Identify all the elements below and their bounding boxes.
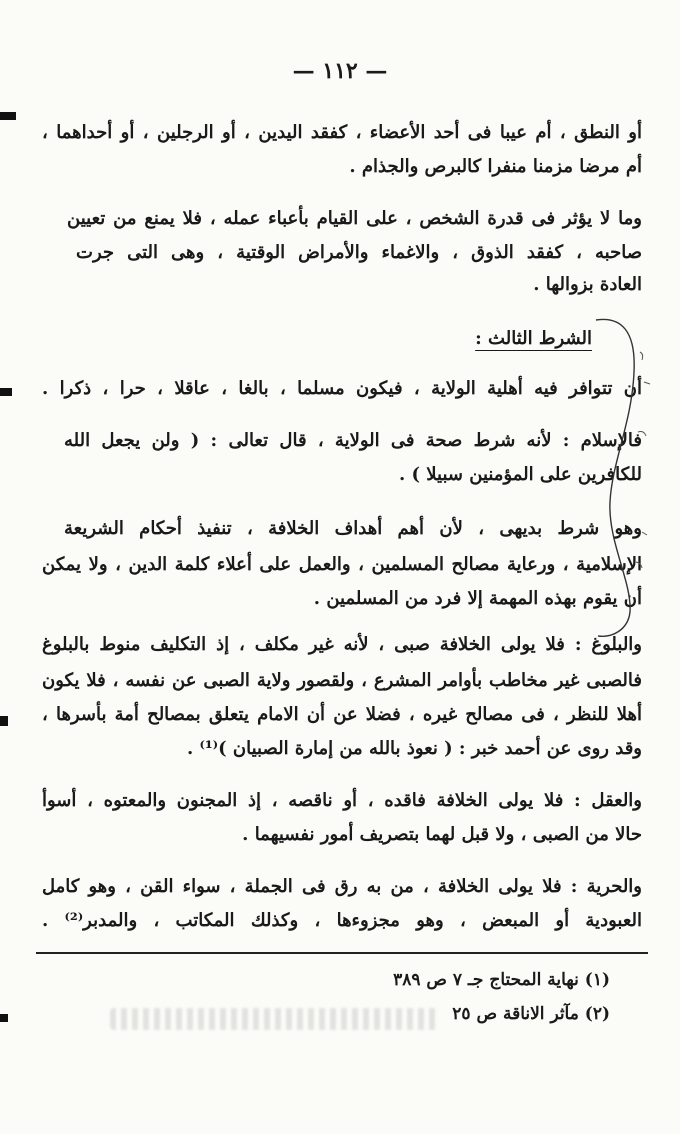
footnote: (٢) مآثر الاناقة ص ٢٥ bbox=[452, 1004, 610, 1024]
text-line: أو النطق ، أم عيبا فى أحد الأعضاء ، كفقد اليدين ، أو الرجلين ، أو أحداهما ، bbox=[42, 122, 642, 143]
text-line: والحرية : فلا يولى الخلافة ، من به رق فى الجملة ، سواء القن ، وهو كامل bbox=[42, 876, 642, 897]
text-line: أن يقوم بهذه المهمة إلا فرد من المسلمين . bbox=[313, 588, 642, 609]
text-line: والعقل : فلا يولى الخلافة فاقده ، أو ناقصه ، إذ المجنون والمعتوه ، أسوأ bbox=[42, 790, 642, 811]
text-line: العادة بزوالها . bbox=[533, 274, 642, 295]
text-line: الإسلامية ، ورعاية مصالح المسلمين ، والعمل على أعلاء كلمة الدين ، ولا يمكن bbox=[42, 554, 642, 575]
scan-edge-mark bbox=[0, 1014, 8, 1022]
text-line: وما لا يؤثر فى قدرة الشخص ، على القيام بأعباء عمله ، فلا يمنع من تعيين bbox=[67, 208, 642, 229]
text-line: العبودية أو المبعض ، وهو مجزوءها ، وكذلك المكاتب ، والمدبر⁽²⁾ . bbox=[42, 910, 642, 931]
text-line: أن تتوافر فيه أهلية الولاية ، فيكون مسلما ، بالغا ، عاقلا ، حرا ، ذكرا . bbox=[42, 378, 642, 399]
footnote-divider bbox=[36, 952, 648, 954]
text-line: وقد روى عن أحمد خبر : ( نعوذ بالله من إمارة الصبيان )⁽¹⁾ . bbox=[186, 738, 642, 759]
scan-edge-mark bbox=[0, 388, 12, 396]
handwritten-bracket-icon bbox=[592, 312, 652, 642]
text-line: أم مرضا مزمنا منفرا كالبرص والجذام . bbox=[349, 156, 642, 177]
section-heading: الشرط الثالث : bbox=[475, 328, 592, 349]
text-line: فالإسلام : لأنه شرط صحة فى الولاية ، قال تعالى : ( ولن يجعل الله bbox=[64, 430, 642, 451]
page-number: — ١١٢ — bbox=[292, 58, 388, 84]
show-through-smudge bbox=[110, 1008, 440, 1030]
footnote: (١) نهاية المحتاج جـ ٧ ص ٣٨٩ bbox=[393, 970, 610, 990]
scan-edge-mark bbox=[0, 112, 16, 120]
scan-edge-mark bbox=[0, 716, 8, 726]
text-line: للكافرين على المؤمنين سبيلا ) . bbox=[398, 464, 642, 485]
text-line: صاحبه ، كفقد الذوق ، والاغماء والأمراض الوقتية ، وهى التى جرت bbox=[76, 242, 642, 263]
text-line: حالا من الصبى ، ولا قبل لهما بتصريف أمور نفسيهما . bbox=[242, 824, 642, 845]
text-line: والبلوغ : فلا يولى الخلافة صبى ، لأنه غير مكلف ، إذ التكليف منوط بالبلوغ bbox=[42, 634, 642, 655]
text-line: فالصبى غير مخاطب بأوامر المشرع ، ولقصور ولاية الصبى عن نفسه ، فلا يكون bbox=[42, 670, 642, 691]
text-line: أهلا للنظر ، فى مصالح غيره ، فضلا عن أن الامام يتعلق بمصالح أمة بأسرها ، bbox=[42, 704, 642, 725]
text-line: وهو شرط بديهى ، لأن أهم أهداف الخلافة ، تنفيذ أحكام الشريعة bbox=[64, 518, 642, 539]
